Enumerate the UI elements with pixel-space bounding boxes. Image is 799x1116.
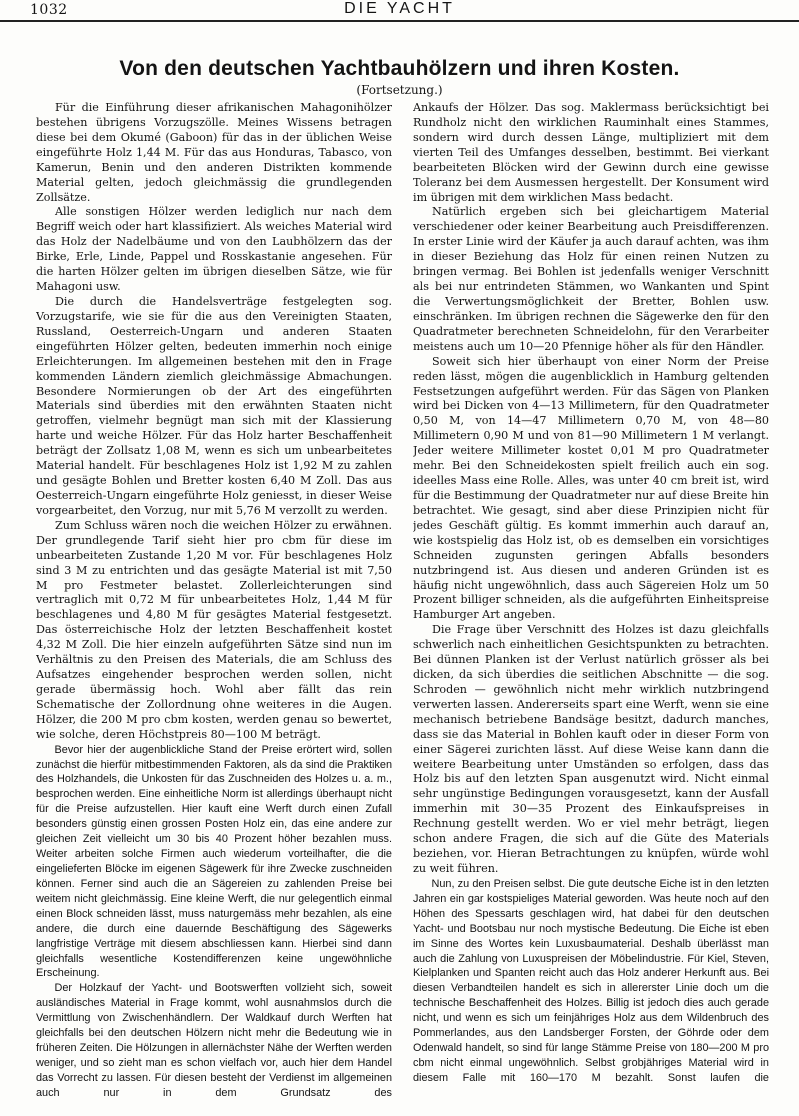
page-number: 1032: [30, 2, 68, 18]
page-header: [0, 0, 799, 22]
left-column: [36, 101, 392, 1111]
paragraph: Der Holzkauf der Yacht- und Bootswerften vollzieht sich, soweit ausländisches Material in Frage kommt, wohl ausnahmslos durch die Vermittlung von Zwischenhändlern. Der Waldkauf durch Werften hat gleichfalls bei den deutschen Hölzern nicht mehr die Bedeutung wie in früheren Zeiten. Die Hölzungen in allernächster Nähe der Werften werden weniger, und so zieht man es schon vielfach vor, auch hier dem Handel das Vorrecht zu lassen. Für diesen besteht der Verdienst im allgemeinen auch nur in dem Grundsatz des: [36, 982, 392, 1099]
paragraph: Die durch die Handelsverträge festgelegten sog. Vorzugstarife, wie sie für die aus den Vereinigten Staaten, Russland, Oesterreich-Ungarn und anderen Staaten eingeführten Hölzer gelten, bedeuten immerhin noch einige Erleichterungen. Im allgemeinen bestehen mit den in Frage kommenden Ländern ziemlich gleichmässige Abmachungen. Besondere Normierungen ob der Art des eingeführten Materials sind überdies mit den erwähnten Staaten nicht getroffen, vielmehr begnügt man sich mit der Klassierung harte und weiche Hölzer. Für das Holz harter Beschaffenheit beträgt der Zollsatz 1,08 M, wenn es sich um unbearbeitetes Material handelt. Für beschlagenes Holz ist 1,92 M zu zahlen und gesägte Bohlen und Bretter kosten 6,40 M Zoll. Das aus Oesterreich-Ungarn eingeführte Holz geniesst, in dieser Weise vorgearbeitet, den Vorzug, nur mit 5,76 M verzollt zu werden.: [36, 294, 392, 517]
paragraph: Nun, zu den Preisen selbst. Die gute deutsche Eiche ist in den letzten Jahren ein gar kostspieliges Material geworden. Was heute noch auf den Höhen des Spessarts geschlagen wird, hat dabei für den deutschen Yacht- und Bootsbau nur noch mystische Bedeutung. Die Eiche ist eben im Sinne des Wortes kein Luxusbaumaterial. Deshalb überlässt man auch die Zahlung von Luxuspreisen der Möbelindustrie. Für Kiel, Steven, Kielplanken und Spanten reicht auch das Holz anderer Herkunft aus. Bei diesen Verbandteilen handelt es sich in allererster Linie doch um die technische Beschaffenheit des Holzes. Billig ist jedoch dies auch gerade nicht, und wenn es sich um feinjähriges Holz aus dem Wildenbruch des Pommerlandes, aus den Landsberger Forsten, der Göhrde oder dem Odenwald handelt, so sind für lange Stämme Preise von 180—200 M pro cbm nicht einmal ungewöhnlich. Selbst grobjähriges Material wird in diesem Falle mit 160—170 M bezahlt. Sonst laufen die: [413, 877, 769, 1084]
running-title: DIE YACHT: [344, 0, 455, 17]
paragraph: Natürlich ergeben sich bei gleichartigem Material verschiedener oder keiner Bearbeitung auch Preisdifferenzen. In erster Linie wird der Käufer ja auch darauf achten, was ihm in dieser Beziehung das Holz für einen reinen Nutzen zu bringen vermag. Bei Bohlen ist jedenfalls weniger Verschnitt als bei nur entrindeten Stämmen, wo Wankanten und Spint die Verwertungsmöglichkeit der Bretter, Bohlen usw. einschränken. Im übrigen rechnen die Sägewerke den für den Quadratmeter berechneten Schneidelohn, für den Verarbeiter meistens auch um 10—20 Pfennige höher als für den Händler.: [413, 205, 769, 353]
paragraph: Bevor hier der augenblickliche Stand der Preise erörtert wird, sollen zunächst die hierfür mitbestimmenden Faktoren, als da sind die Praktiken des Holzhandels, die Unkosten für das Zuschneiden des Holzes u. a. m., besprochen werden. Eine einheitliche Norm ist allerdings überhaupt nicht für die Preise aufzustellen. Hier kauft eine Werft durch einen Zufall besonders günstig einen grossen Posten Holz ein, das eine andere zur gleichen Zeit vielleicht um 30 bis 40 Prozent höher bezahlen muss. Weiter arbeiten solche Firmen auch wiederum vorteilhafter, die die eingelieferten Blöcke im eigenen Sägewerk für ihre Zwecke zuschneiden können. Ferner sind auch die an Sägereien zu zahlenden Preise bei weitem nicht gleichmässig. Eine kleine Werft, die nur gelegentlich einmal einen Block schneiden lässt, muss naturgemäss mehr bezahlen, als eine andere, die durch eine dauernde Beschäftigung des Sägewerks langfristige Verträge mit diesem abschliessen kann. Hierbei sind dann gleichfalls wesentliche Kostendifferenzen keine ungewöhnliche Erscheinung.: [36, 743, 392, 980]
paragraph: Zum Schluss wären noch die weichen Hölzer zu erwähnen. Der grundlegende Tarif sieht hier pro cbm für diese im unbearbeiteten Zustande 1,20 M vor. Für beschlagenes Holz sind 3 M zu entrichten und das gesägte Material ist mit 7,50 M pro Festmeter belastet. Zollerleichterungen sind vertraglich mit 0,72 M für unbearbeitetes Holz, 1,44 M für beschlagenes und 4,80 M für gesägtes Material festgesetzt. Das österreichische Holz der letzten Beschaffenheit kostet 4,32 M Zoll. Die hier einzeln aufgeführten Sätze sind nun im Verhältnis zu den Preisen des Materials, die am Schluss des Aufsatzes eingehender besprochen werden sollen, nicht gerade übermässig hoch. Wohl aber fällt das rein Schematische der Zollordnung ohne weiteres in die Augen. Hölzer, die 200 M pro cbm kosten, werden genau so bewertet, wie solche, deren Höchstpreis 80—100 M beträgt.: [36, 518, 392, 741]
paragraph: Die Frage über Verschnitt des Holzes ist dazu gleichfalls schwerlich nach einheitlichen Gesichtspunkten zu betrachten. Bei dünnen Planken ist der Verlust natürlich grösser als bei dicken, da sich überdies die seitlichen Abschnitte — die sog. Schroden — gewöhnlich nicht mehr wirklich nutzbringend verwerten lassen. Andererseits spart eine Werft, wenn sie eine mechanisch betriebene Bandsäge besitzt, dadurch manches, dass sie das Material in Bohlen kauft oder in dieser Form von einer Sägerei zurichten lässt. Auf diese Weise kann dann die weitere Bearbeitung unter Umständen so erfolgen, dass das Holz bis auf den letzten Span ausgenutzt wird. Nicht einmal sehr ungünstige Bedingungen vorausgesetzt, kann der Ausfall immerhin mit 30—35 Prozent des Einkaufspreises in Rechnung gestellt werden. Wo er viel mehr beträgt, liegen schon andere Fragen, die sich auf die Güte des Materials beziehen, vor. Hieran Betrachtungen zu knüpfen, würde wohl zu weit führen.: [413, 623, 769, 876]
right-column: [413, 101, 769, 1111]
article-title: Von den deutschen Yachtbauhölzern und ihren Kosten.: [119, 57, 680, 80]
article-subtitle: (Fortsetzung.): [356, 83, 443, 97]
paragraph: Soweit sich hier überhaupt von einer Norm der Preise reden lässt, mögen die augenblicklich in Hamburg geltenden Festsetzungen aufgeführt werden. Für das Sägen von Planken wird bei Dicken von 4—13 Millimetern, für den Quadratmeter 0,50 M, von 14—47 Millimetern 0,70 M, von 48—80 Millimetern 0,90 M und von 81—90 Millimetern 1 M verlangt. Jeder weitere Millimeter kostet 0,01 M pro Quadratmeter mehr. Bei den Schneidekosten spielt freilich auch ein sog. ideelles Mass eine Rolle. Alles, was unter 40 cm breit ist, wird für die Bestimmung der Quadratmeter nur auf diese Breite hin betrachtet. Wie gesagt, sind aber diese Prinzipien nicht für jedes Geschäft gültig. Es kommt immerhin auch darauf an, wie kostspielig das Holz ist, ob es demselben ein vorsichtiges Schneiden zugunsten geringen Abfalls besonders nutzbringend ist. Aus diesen und anderen Gründen ist es häufig nicht ungewöhnlich, dass auch Sägereien Holz um 50 Prozent billiger schneiden, als die aufgeführten Einheitspreise Hamburger Art angeben.: [413, 354, 769, 622]
paragraph: Ankaufs der Hölzer. Das sog. Maklermass berücksichtigt bei Rundholz nicht den wirklichen Rauminhalt eines Stammes, sondern wird durch dessen Länge, multipliziert mit dem vierten Teil des Umfanges desselben, bestimmt. Bei vierkant bearbeiteten Blöcken wird der Gewinn durch eine gewisse Toleranz bei dem Ausmessen hergestellt. Der Konsument wird im übrigen mit dem wirklichen Mass bedacht.: [413, 101, 769, 204]
paragraph: Alle sonstigen Hölzer werden lediglich nur nach dem Begriff weich oder hart klassifiziert. Als weiches Material wird das Holz der Nadelbäume und von den Laubhölzern das der Birke, Erle, Linde, Pappel und Rosskastanie angesehen. Für die harten Hölzer gelten im übrigen dieselben Sätze, wie für Mahagoni usw.: [36, 205, 392, 294]
paragraph: Für die Einführung dieser afrikanischen Mahagonihölzer bestehen übrigens Vorzugszölle. Meines Wissens betragen diese bei dem Okumé (Gaboon) für das in der üblichen Weise eingeführte Holz 1,44 M. Für das aus Honduras, Tabasco, von Kamerun, Benin und den anderen Distrikten kommende Material gelten, jedoch gleichmässig die grundlegenden Zollsätze.: [36, 101, 392, 204]
